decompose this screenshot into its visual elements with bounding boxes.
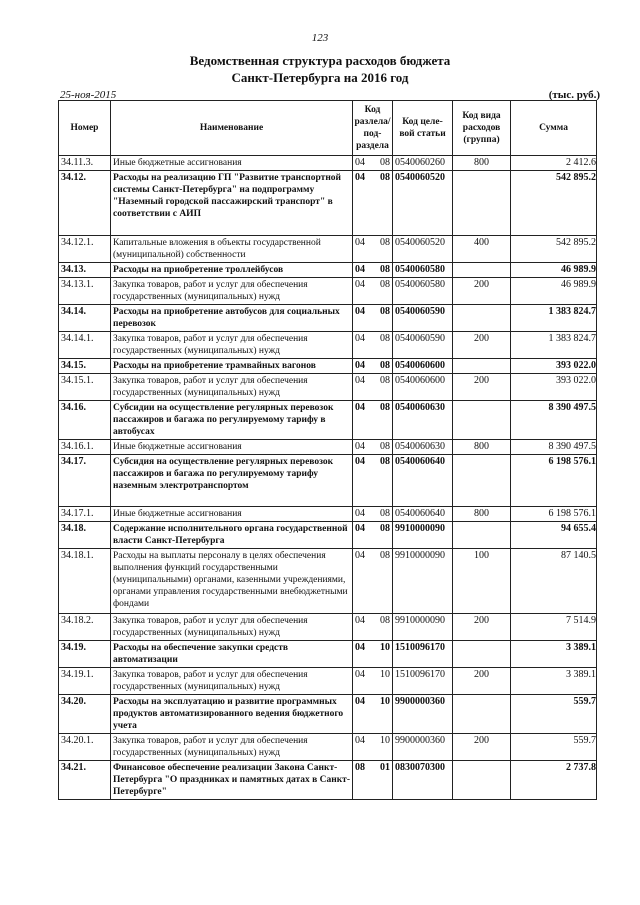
table-row: [59, 761, 597, 800]
row-sum: 1 383 824.7: [511, 305, 597, 332]
row-sum: 46 989.9: [511, 278, 597, 305]
row-expense-type: [453, 171, 511, 236]
row-target-code: 9900000360: [393, 695, 453, 734]
row-target-code: 0540060640: [393, 455, 453, 507]
row-subsection: 10: [375, 668, 393, 695]
row-number: 34.16.1.: [59, 440, 111, 455]
row-sum: 542 895.2: [511, 236, 597, 263]
row-section: 04: [353, 522, 375, 549]
row-sum: 1 383 824.7: [511, 332, 597, 359]
row-subsection: 08: [375, 455, 393, 507]
row-sum: 7 514.9: [511, 614, 597, 641]
row-expense-type: [453, 641, 511, 668]
row-name: Закупка товаров, работ и услуг для обеспечения государственных (муниципальных) нужд: [111, 332, 353, 359]
row-expense-type: 800: [453, 156, 511, 171]
row-target-code: 9910000090: [393, 522, 453, 549]
row-name: Расходы на реализацию ГП "Развитие транспортной системы Санкт-Петербурга" на подпрограмму "Наземный городской пассажирский транспорт" в соответствии с АИП: [111, 171, 353, 236]
row-expense-type: [453, 263, 511, 278]
row-sum: 3 389.1: [511, 641, 597, 668]
row-number: 34.20.: [59, 695, 111, 734]
row-expense-type: [453, 455, 511, 507]
row-subsection: 08: [375, 401, 393, 440]
row-section: 04: [353, 156, 375, 171]
table-row: [59, 305, 597, 332]
row-subsection: 08: [375, 522, 393, 549]
row-section: 04: [353, 641, 375, 668]
row-number: 34.13.1.: [59, 278, 111, 305]
row-section: 04: [353, 549, 375, 614]
row-sum: 3 389.1: [511, 668, 597, 695]
table-row: [59, 641, 597, 668]
title-line-2: Санкт-Петербурга на 2016 год: [231, 70, 409, 85]
header-sum: Сумма: [511, 101, 597, 156]
table-row: [59, 332, 597, 359]
header-section: Код разлела/ под- раздела: [353, 101, 393, 156]
row-subsection: 08: [375, 156, 393, 171]
table-header-row: [59, 101, 597, 156]
row-sum: 559.7: [511, 695, 597, 734]
table-row: [59, 455, 597, 507]
row-target-code: 9900000360: [393, 734, 453, 761]
row-name: Расходы на обеспечение закупки средств автоматизации: [111, 641, 353, 668]
row-expense-type: 800: [453, 507, 511, 522]
row-expense-type: [453, 522, 511, 549]
row-section: 04: [353, 734, 375, 761]
row-sum: 94 655.4: [511, 522, 597, 549]
row-target-code: 0540060600: [393, 374, 453, 401]
row-name: Закупка товаров, работ и услуг для обеспечения государственных (муниципальных) нужд: [111, 668, 353, 695]
row-expense-type: 200: [453, 668, 511, 695]
table-row: [59, 156, 597, 171]
row-section: 04: [353, 171, 375, 236]
row-sum: 2 737.8: [511, 761, 597, 800]
row-sum: 393 022.0: [511, 374, 597, 401]
row-subsection: 08: [375, 305, 393, 332]
row-target-code: 1510096170: [393, 668, 453, 695]
row-target-code: 9910000090: [393, 614, 453, 641]
row-name: Финансовое обеспечение реализации Закона Санкт-Петербурга "О праздниках и памятных датах в Санкт-Петербурге": [111, 761, 353, 800]
row-target-code: 0540060630: [393, 401, 453, 440]
row-name: Расходы на приобретение автобусов для социальных перевозок: [111, 305, 353, 332]
row-subsection: 08: [375, 263, 393, 278]
row-expense-type: [453, 359, 511, 374]
row-subsection: 08: [375, 236, 393, 263]
row-subsection: 10: [375, 734, 393, 761]
table-row: [59, 401, 597, 440]
row-subsection: 08: [375, 278, 393, 305]
table-row: [59, 507, 597, 522]
budget-table: [58, 100, 597, 800]
table-row: [59, 668, 597, 695]
row-number: 34.12.1.: [59, 236, 111, 263]
table-row: [59, 359, 597, 374]
header-target: Код целе- вой статьи: [393, 101, 453, 156]
title-line-1: Ведомственная структура расходов бюджета: [189, 53, 451, 68]
page-number: 123: [311, 32, 329, 44]
row-section: 04: [353, 614, 375, 641]
row-number: 34.15.1.: [59, 374, 111, 401]
row-target-code: 0540060520: [393, 171, 453, 236]
document-title: [0, 52, 640, 86]
row-number: 34.19.1.: [59, 668, 111, 695]
row-target-code: 0540060260: [393, 156, 453, 171]
table-row: [59, 614, 597, 641]
row-subsection: 08: [375, 507, 393, 522]
row-expense-type: [453, 305, 511, 332]
row-section: 04: [353, 668, 375, 695]
row-number: 34.19.: [59, 641, 111, 668]
row-name: Капитальные вложения в объекты государственной (муниципальной) собственности: [111, 236, 353, 263]
row-target-code: 0540060590: [393, 305, 453, 332]
row-sum: 6 198 576.1: [511, 507, 597, 522]
row-sum: 559.7: [511, 734, 597, 761]
row-number: 34.21.: [59, 761, 111, 800]
row-subsection: 08: [375, 374, 393, 401]
row-target-code: 1510096170: [393, 641, 453, 668]
table-row: [59, 374, 597, 401]
row-subsection: 08: [375, 359, 393, 374]
row-target-code: 0540060590: [393, 332, 453, 359]
row-expense-type: 800: [453, 440, 511, 455]
row-subsection: 08: [375, 440, 393, 455]
table-row: [59, 549, 597, 614]
table-row: [59, 278, 597, 305]
row-subsection: 08: [375, 549, 393, 614]
row-number: 34.18.1.: [59, 549, 111, 614]
row-section: 04: [353, 278, 375, 305]
row-number: 34.18.2.: [59, 614, 111, 641]
row-subsection: 01: [375, 761, 393, 800]
table-row: [59, 522, 597, 549]
row-sum: 8 390 497.5: [511, 440, 597, 455]
row-number: 34.12.: [59, 171, 111, 236]
row-name: Закупка товаров, работ и услуг для обеспечения государственных (муниципальных) нужд: [111, 614, 353, 641]
document-date: 25-ноя-2015: [60, 89, 117, 101]
row-name: Субсидии на осуществление регулярных перевозок пассажиров и багажа по регулируемому тарифу в автобусах: [111, 401, 353, 440]
table-row: [59, 263, 597, 278]
row-target-code: 0830070300: [393, 761, 453, 800]
row-target-code: 0540060520: [393, 236, 453, 263]
row-section: 04: [353, 440, 375, 455]
row-name: Иные бюджетные ассигнования: [111, 156, 353, 171]
row-target-code: 0540060580: [393, 263, 453, 278]
row-number: 34.11.3.: [59, 156, 111, 171]
row-expense-type: 100: [453, 549, 511, 614]
row-number: 34.15.: [59, 359, 111, 374]
row-name: Закупка товаров, работ и услуг для обеспечения государственных (муниципальных) нужд: [111, 374, 353, 401]
row-number: 34.13.: [59, 263, 111, 278]
row-subsection: 10: [375, 695, 393, 734]
row-sum: 8 390 497.5: [511, 401, 597, 440]
table-row: [59, 236, 597, 263]
row-sum: 2 412.6: [511, 156, 597, 171]
table-row: [59, 171, 597, 236]
row-target-code: 0540060580: [393, 278, 453, 305]
row-subsection: 08: [375, 614, 393, 641]
row-number: 34.14.1.: [59, 332, 111, 359]
row-number: 34.16.: [59, 401, 111, 440]
row-target-code: 0540060600: [393, 359, 453, 374]
row-name: Субсидия на осуществление регулярных перевозок пассажиров и багажа по регулируемому тарифу наземным электротранспортом: [111, 455, 353, 507]
row-section: 04: [353, 695, 375, 734]
row-section: 04: [353, 507, 375, 522]
row-name: Содержание исполнительного органа государственной власти Санкт-Петербурга: [111, 522, 353, 549]
header-name: Наименование: [111, 101, 353, 156]
row-expense-type: 200: [453, 374, 511, 401]
row-sum: 542 895.2: [511, 171, 597, 236]
row-expense-type: 200: [453, 614, 511, 641]
row-number: 34.14.: [59, 305, 111, 332]
row-section: 04: [353, 374, 375, 401]
row-name: Иные бюджетные ассигнования: [111, 507, 353, 522]
row-expense-type: 200: [453, 332, 511, 359]
row-number: 34.20.1.: [59, 734, 111, 761]
row-name: Расходы на выплаты персоналу в целях обеспечения выполнения функций государственными (муниципальными) органами, казенными учреждениями, органами управления государственными внебюджетными фондами: [111, 549, 353, 614]
row-expense-type: 400: [453, 236, 511, 263]
row-sum: 46 989.9: [511, 263, 597, 278]
row-section: 04: [353, 332, 375, 359]
row-subsection: 08: [375, 332, 393, 359]
row-sum: 87 140.5: [511, 549, 597, 614]
row-subsection: 10: [375, 641, 393, 668]
row-name: Расходы на приобретение трамвайных вагонов: [111, 359, 353, 374]
row-target-code: 0540060640: [393, 507, 453, 522]
row-name: Расходы на приобретение троллейбусов: [111, 263, 353, 278]
row-name: Закупка товаров, работ и услуг для обеспечения государственных (муниципальных) нужд: [111, 734, 353, 761]
row-number: 34.17.: [59, 455, 111, 507]
table-row: [59, 695, 597, 734]
row-subsection: 08: [375, 171, 393, 236]
row-section: 04: [353, 455, 375, 507]
header-expense-type: Код вида расходов (группа): [453, 101, 511, 156]
row-number: 34.17.1.: [59, 507, 111, 522]
row-expense-type: [453, 761, 511, 800]
units-label: (тыс. руб.): [548, 89, 600, 101]
header-number: Номер: [59, 101, 111, 156]
row-name: Иные бюджетные ассигнования: [111, 440, 353, 455]
row-section: 04: [353, 401, 375, 440]
row-expense-type: [453, 401, 511, 440]
row-target-code: 0540060630: [393, 440, 453, 455]
row-name: Расходы на эксплуатацию и развитие программных продуктов автоматизированного ведения бюджетного учета: [111, 695, 353, 734]
table-row: [59, 440, 597, 455]
row-expense-type: 200: [453, 278, 511, 305]
row-name: Закупка товаров, работ и услуг для обеспечения государственных (муниципальных) нужд: [111, 278, 353, 305]
row-sum: 6 198 576.1: [511, 455, 597, 507]
row-number: 34.18.: [59, 522, 111, 549]
row-expense-type: 200: [453, 734, 511, 761]
row-section: 08: [353, 761, 375, 800]
row-expense-type: [453, 695, 511, 734]
row-section: 04: [353, 359, 375, 374]
row-sum: 393 022.0: [511, 359, 597, 374]
row-section: 04: [353, 305, 375, 332]
row-section: 04: [353, 236, 375, 263]
row-section: 04: [353, 263, 375, 278]
row-target-code: 9910000090: [393, 549, 453, 614]
table-row: [59, 734, 597, 761]
